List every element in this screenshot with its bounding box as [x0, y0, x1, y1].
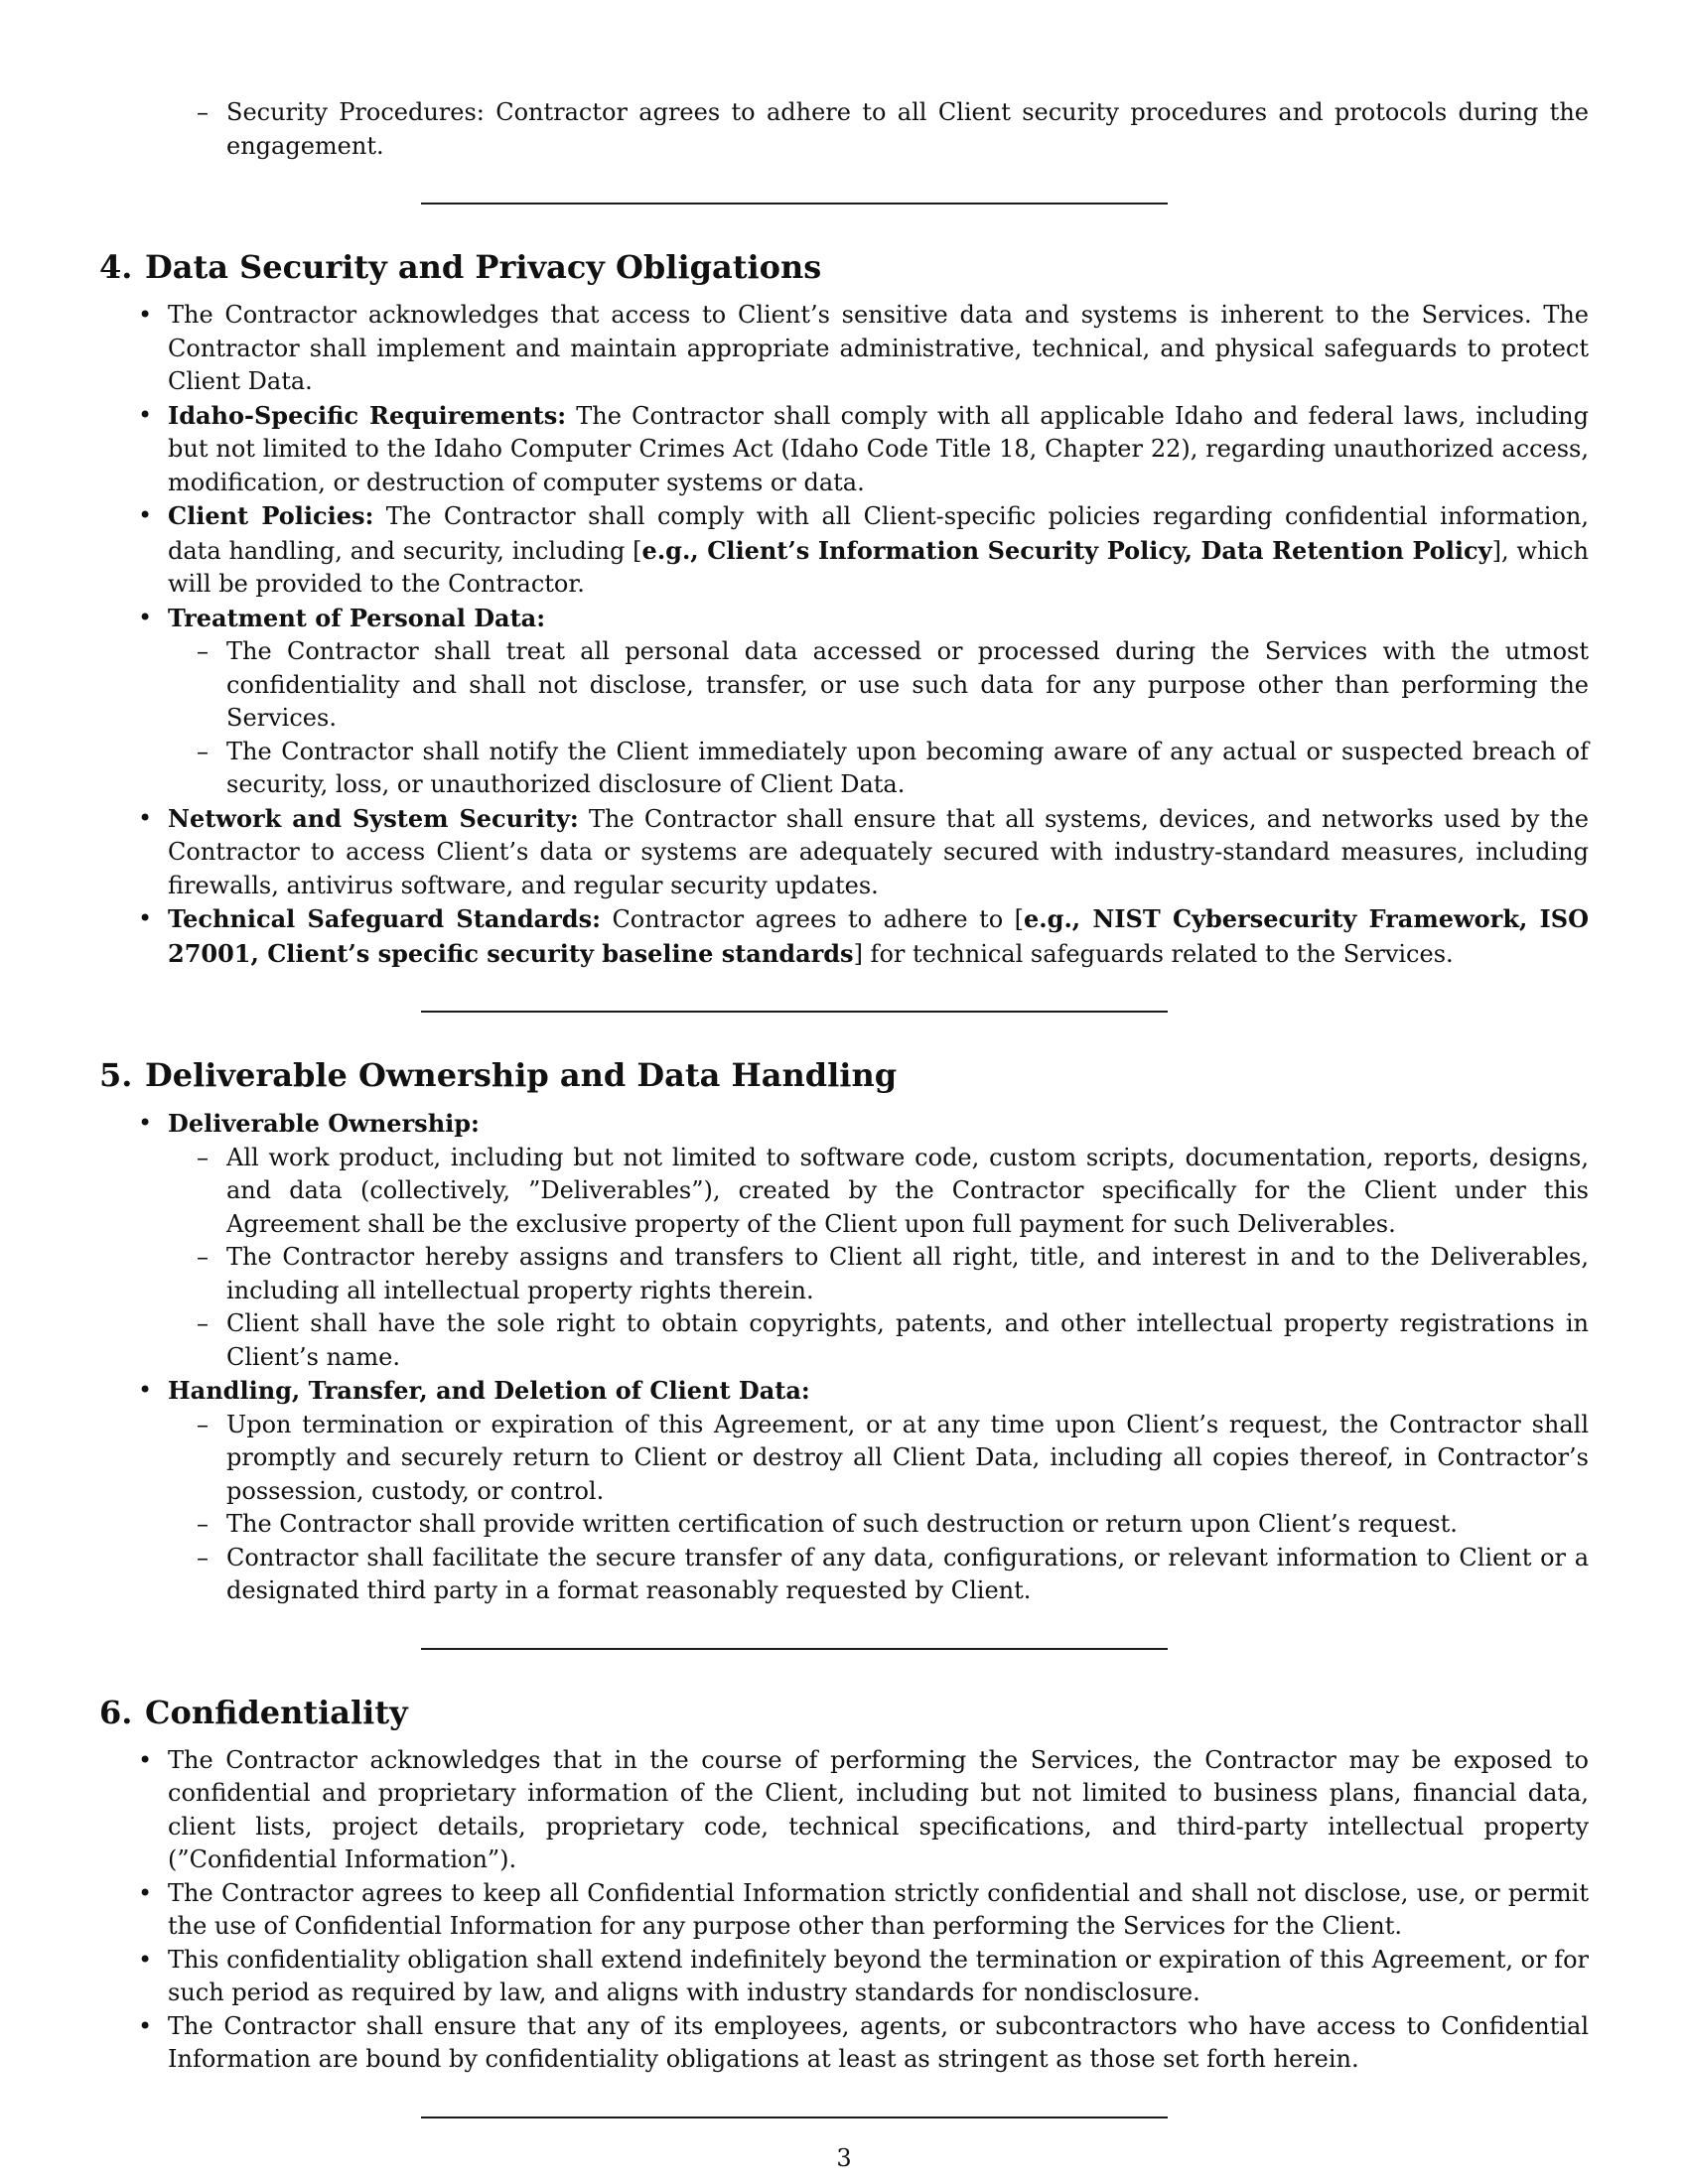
section-divider [421, 1648, 1168, 1650]
section-5-heading [99, 1055, 1589, 1095]
section-6-number: 6. [99, 1693, 133, 1731]
section-4-number: 4. [99, 248, 133, 286]
ownership-item: – Client shall have the sole right to obtain copyrights, patents, and other intellectual property registrations in Client’s name. [226, 1307, 1589, 1374]
personal-data-label: Treatment of Personal Data: [168, 603, 546, 632]
confidentiality-item: • The Contractor acknowledges that in the course of performing the Services, the Contractor may be exposed to confidential and proprietary information of the Client, including but not limited to business plans, financial data, client lists, project details, proprietary code, technical specifications, and third-party intellectual property (”Confidential Information”). [168, 1744, 1589, 1877]
client-policies-text-a: The Contractor shall comply with all Client-specific policies regarding confidential information, data handling, and security, including [ [168, 502, 1589, 565]
intro-list [99, 96, 1589, 163]
section-divider [421, 2116, 1168, 2118]
section-4-item-personal-data [168, 602, 1589, 802]
idaho-label: Idaho-Specific Requirements: [168, 400, 567, 430]
section-6-title: Confidentiality [145, 1693, 408, 1731]
section-divider [421, 203, 1168, 205]
section-4-heading [99, 247, 1589, 287]
personal-data-item: – The Contractor shall notify the Client immediately upon becoming aware of any actual or suspected breach of security, loss, or unauthorized disclosure of Client Data. [226, 736, 1589, 802]
section-5-item-ownership [168, 1107, 1589, 1374]
network-label: Network and System Security: [168, 803, 579, 833]
client-policies-placeholder: e.g., Client’s Information Security Policy, Data Retention Policy [641, 535, 1492, 565]
section-4-item-technical [168, 902, 1589, 971]
ownership-label: Deliverable Ownership: [168, 1109, 480, 1138]
confidentiality-item: • The Contractor shall ensure that any of its employees, agents, or subcontractors who have access to Confidential Information are bound by confidentiality obligations at least as stringent as those set forth herein. [168, 2010, 1589, 2077]
technical-text-a: Contractor agrees to adhere to [ [600, 905, 1025, 933]
handling-sublist [168, 1409, 1589, 1608]
section-4-item-access: • The Contractor acknowledges that access to Client’s sensitive data and systems is inherent to the Services. The Contractor shall implement and maintain appropriate administrative, technical, and physical safeguards to protect Client Data. [168, 299, 1589, 399]
section-6-heading [99, 1693, 1589, 1732]
security-procedures-item: – Security Procedures: Contractor agrees to adhere to all Client security procedures and protocols during the engagement. [226, 96, 1589, 163]
confidentiality-item: • This confidentiality obligation shall extend indefinitely beyond the termination or expiration of this Agreement, or for such period as required by law, and aligns with industry standards for nondisclosure. [168, 1944, 1589, 2010]
technical-label: Technical Safeguard Standards: [168, 904, 601, 933]
handling-item: – The Contractor shall provide written certification of such destruction or return upon Client’s request. [226, 1508, 1589, 1542]
technical-placeholder: e.g., NIST Cybersecurity Framework, ISO 27001, Client’s specific security baseline standards [168, 904, 1589, 968]
confidentiality-item: • The Contractor agrees to keep all Confidential Information strictly confidential and shall not disclose, use, or permit the use of Confidential Information for any purpose other than performing the Services for the Client. [168, 1877, 1589, 1944]
client-policies-text-b: ], which will be provided to the Contractor. [168, 536, 1589, 598]
handling-item: – Upon termination or expiration of this Agreement, or at any time upon Client’s request, the Contractor shall promptly and securely return to Client or destroy all Client Data, including all copies thereof, in Contractor’s possession, custody, or control. [226, 1409, 1589, 1509]
ownership-item: – The Contractor hereby assigns and transfers to Client all right, title, and interest in and to the Deliverables, including all intellectual property rights therein. [226, 1241, 1589, 1307]
section-5-title: Deliverable Ownership and Data Handling [145, 1056, 898, 1094]
section-4-item-network [168, 802, 1589, 903]
section-4-list [99, 299, 1589, 971]
technical-text-b: ] for technical safeguards related to the Services. [853, 939, 1454, 968]
section-5-list [99, 1107, 1589, 1608]
handling-label: Handling, Transfer, and Deletion of Client Data: [168, 1376, 810, 1405]
page-number: 3 [836, 2144, 852, 2172]
personal-data-item: – The Contractor shall treat all personal data accessed or processed during the Services with the utmost confidentiality and shall not disclose, transfer, or use such data for any purpose other than performing the Services. [226, 635, 1589, 736]
network-text: The Contractor shall ensure that all systems, devices, and networks used by the Contractor to access Client’s data or systems are adequately secured with industry-standard measures, including firewalls, antivirus software, and regular security updates. [168, 804, 1590, 899]
section-5-number: 5. [99, 1056, 133, 1094]
section-6-list [99, 1744, 1589, 2077]
section-divider [421, 1011, 1168, 1013]
client-policies-label: Client Policies: [168, 501, 374, 530]
idaho-text: The Contractor shall comply with all applicable Idaho and federal laws, including but not limited to the Idaho Computer Crimes Act (Idaho Code Title 18, Chapter 22), regarding unauthorized access, modification, or destruction of computer systems or data. [168, 401, 1589, 496]
handling-item: – Contractor shall facilitate the secure transfer of any data, configurations, or relevant information to Client or a designated third party in a format reasonably requested by Client. [226, 1542, 1589, 1608]
personal-data-sublist [168, 635, 1589, 802]
page-content [99, 96, 1589, 2118]
section-5-item-handling [168, 1374, 1589, 1608]
ownership-item: – All work product, including but not limited to software code, custom scripts, documentation, reports, designs, and data (collectively, ”Deliverables”), created by the Contractor specifically for the Client under this Agreement shall be the exclusive property of the Client upon full payment for such Deliverables. [226, 1142, 1589, 1242]
section-4-item-idaho [168, 399, 1589, 500]
section-4-item-client-policies [168, 499, 1589, 602]
ownership-sublist [168, 1142, 1589, 1375]
section-4-title: Data Security and Privacy Obligations [145, 248, 822, 286]
